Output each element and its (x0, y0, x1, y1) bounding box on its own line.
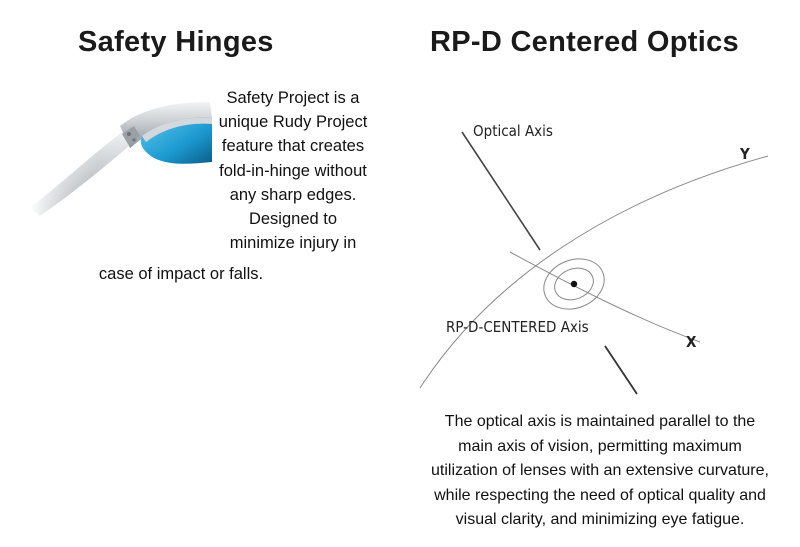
optical-axis-label: Optical Axis (473, 122, 553, 140)
safety-hinges-title: Safety Hinges (78, 26, 274, 58)
rpd-axis-line (605, 346, 637, 394)
description-line: Designed to (248, 210, 338, 229)
description-line: visual clarity, and minimizing eye fatigue. (455, 511, 745, 528)
description-line: minimize injury in (229, 234, 357, 253)
description-line: any sharp edges. (229, 185, 357, 204)
y-axis-curve (420, 156, 768, 388)
description-line: Safety Project is a (226, 89, 360, 107)
x-axis-label: X (686, 333, 697, 351)
safety-hinges-description (205, 86, 381, 255)
description-line-tail: case of impact or falls. (98, 265, 264, 283)
description-line: fold-in-hinge without (219, 161, 367, 180)
description-line: The optical axis is maintained parallel to the (444, 413, 756, 430)
sunglasses-hinge-photo (30, 96, 220, 216)
center-point (571, 281, 577, 287)
description-line: while respecting the need of optical quality and (434, 486, 766, 504)
optical-axis-line (462, 132, 540, 250)
rpd-optics-description (402, 410, 798, 533)
description-line: unique Rudy Project (218, 113, 368, 132)
description-line: main axis of vision, permitting maximum (458, 437, 742, 455)
y-axis-label: Y (740, 145, 750, 163)
rpd-centered-optics-title: RP-D Centered Optics (430, 26, 739, 58)
description-line: feature that creates (221, 137, 365, 156)
description-line: utilization of lenses with an extensive curvature, (431, 462, 769, 479)
rpd-centered-axis-label: RP-D-CENTERED Axis (446, 318, 589, 336)
